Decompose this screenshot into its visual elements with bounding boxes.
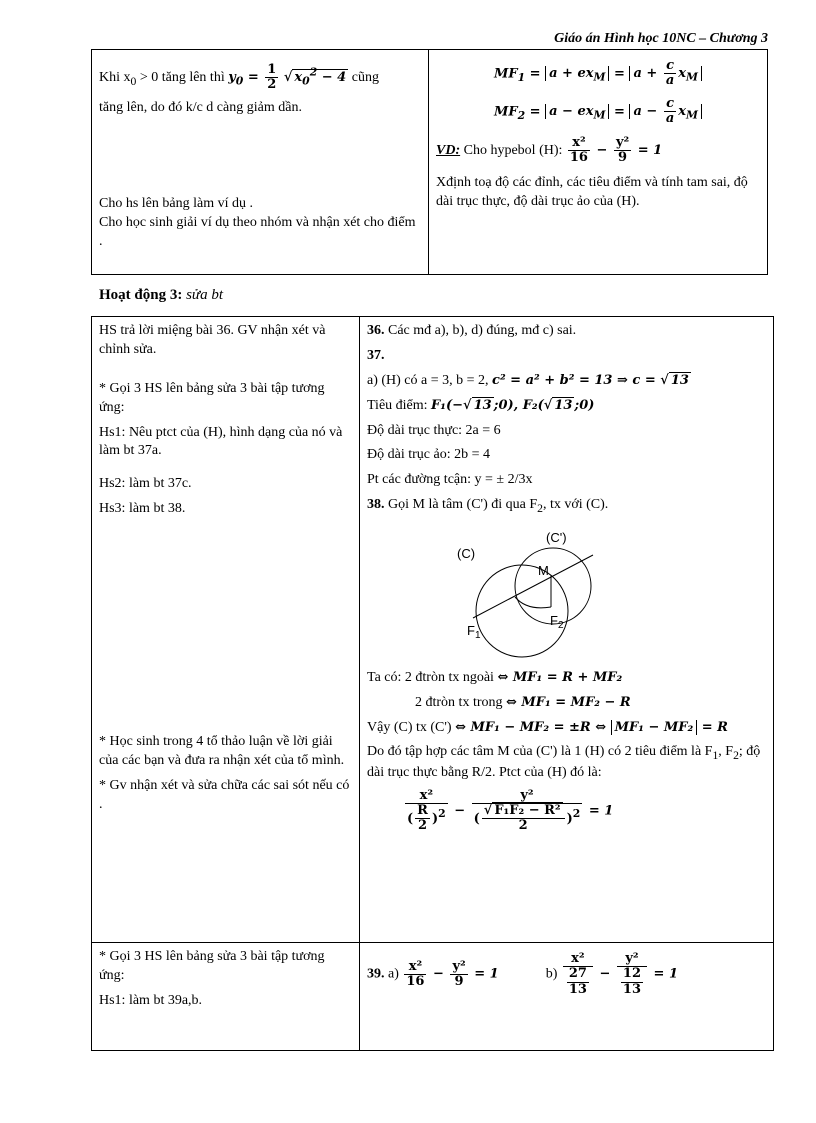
table1-right-cell (429, 50, 768, 275)
asymptote-equation: Pt các đường tcận: y = ± 2/3x (367, 472, 533, 488)
example-hyperbola: VD: Cho hypebol (H): $\frac{\text{x²}}{16}$ − $\frac{\text{y²}}{9}$ = 1 (436, 135, 663, 166)
label-f1: $F_1$ (467, 622, 481, 641)
table2-row1-left (92, 317, 360, 943)
mf1-formula: $MF_1 = a + ex_M = a$ + $\frac{c}{a}$ $x_M$ (436, 59, 760, 89)
mf2-formula: $MF_2 = a - ex_M = a$ − $\frac{c}{a}$ $x_M$ (436, 97, 760, 127)
oral-answer-text: HS trả lời miệng bài 36. GV nhận xét và chỉnh sửa. (99, 323, 326, 357)
example-task: Xđịnh toạ độ các đỉnh, các tiêu điểm và tính tam sai, độ dài trục thực, độ dài trục ảo của (H). (436, 174, 748, 209)
foci-coordinates: Tiêu điểm: F₁(−√ 13 ;0), F₂(√ 13 ;0) (367, 397, 595, 413)
line-f1-m (473, 555, 593, 618)
table2-row1-right (360, 317, 774, 943)
y0-increase-text: Khi $x_0 > 0$ tăng lên thì $y_0$ = $\frac{1}{2}$ √ $x_0^2 - 4$ cũng (99, 62, 379, 93)
label-m: M (538, 562, 549, 578)
board-students-text: * Gọi 3 HS lên bảng sửa 3 bài tập tương ứng: (99, 380, 325, 415)
locus-conclusion: Do đó tập hợp các tâm M của (C') là 1 (H) có 2 tiêu điểm là $F_1$, $F_2$; độ dài trục thực bằng R/2. Ptct của (H) đó là: (367, 744, 761, 780)
table1-left-cell (92, 50, 429, 275)
label-c-prime: (C') (546, 529, 567, 545)
lesson-table-2 (91, 316, 774, 1051)
hs2-task: Hs2: làm bt 37c. (99, 476, 192, 492)
y0-formula: $y_0$ = (228, 70, 264, 88)
distance-decrease-text: tăng lên, do đó k/c d càng giảm dần. (99, 99, 302, 115)
exercise-39: 39. a) $\frac{\text{x²}}{16}$ − $\frac{\text{y²}}{9}$ = 1 b) x² 27 13 − y² 12 13 = 1 (367, 951, 678, 997)
label-c: (C) (457, 545, 476, 561)
internal-tangency: 2 đtròn tx trong ⇔ MF₁ = MF₂ − R (415, 694, 631, 710)
locus-equation: x² ( $\frac{R}{2}$ )$^2$ − y² ( $\frac{\text{√ F₁F₂ − R²}}{2}$ )$^2$ = 1 (407, 787, 614, 834)
exercise-36: 36. Các mđ a), b), d) đúng, mđ c) sai. (367, 323, 577, 338)
hs1-task: Hs1: Nêu ptct của (H), hình dạng của nó và làm bt 37a. (99, 424, 343, 459)
table2-row2-right (360, 943, 774, 1051)
hs1-task-39: Hs1: làm bt 39a,b. (99, 992, 203, 1008)
lesson-table-1 (91, 49, 768, 275)
y0-radical: $x_0^2 - 4$ (294, 65, 347, 88)
example-instruction-2: Cho học sinh giải ví dụ theo nhóm và nhận xét cho điểm . (99, 215, 416, 250)
exercise-38: 38. Gọi M là tâm (C') đi qua $F_2$, tx với (C). (367, 497, 609, 516)
tangency-conclusion: Vậy (C) tx (C') ⇔ MF₁ − MF₂ = ±R ⇔ MF₁ − MF₂ = R (367, 719, 728, 735)
half-fraction: $\frac{1}{2}$ (267, 62, 277, 93)
label-f2: $F_2$ (550, 612, 564, 631)
section-heading: Hoạt động 3: sửa bt (99, 287, 224, 303)
exercise-37-heading: 37. (367, 347, 385, 363)
group-discussion-text: * Học sinh trong 4 tổ thảo luận về lời giải của các bạn và đưa ra nhận xét của tổ mình. (99, 734, 345, 769)
real-axis-length: Độ dài trục thực: 2a = 6 (367, 422, 501, 438)
external-tangency: Ta có: 2 đtròn tx ngoài ⇔ MF₁ = R + MF₂ (367, 669, 623, 685)
exercise-37a: a) (H) có a = 3, b = 2, c² = a² + b² = 13 ⇒ c = √ 13 (367, 372, 689, 388)
hs3-task: Hs3: làm bt 38. (99, 501, 186, 517)
imaginary-axis-length: Độ dài trục ảo: 2b = 4 (367, 447, 490, 463)
circle-c (476, 562, 568, 657)
page-header-title: Giáo án Hình học 10NC – Chương 3 (554, 31, 768, 46)
tangent-circles-figure (417, 523, 717, 663)
table2-row2-left (92, 943, 360, 1051)
teacher-correction-text: * Gv nhận xét và sửa chữa các sai sót nếu có . (99, 777, 350, 812)
example-instruction-1: Cho hs lên bảng làm ví dụ . (99, 196, 253, 212)
board-students-text-2: * Gọi 3 HS lên bảng sửa 3 bài tập tương ứng: (99, 949, 325, 983)
